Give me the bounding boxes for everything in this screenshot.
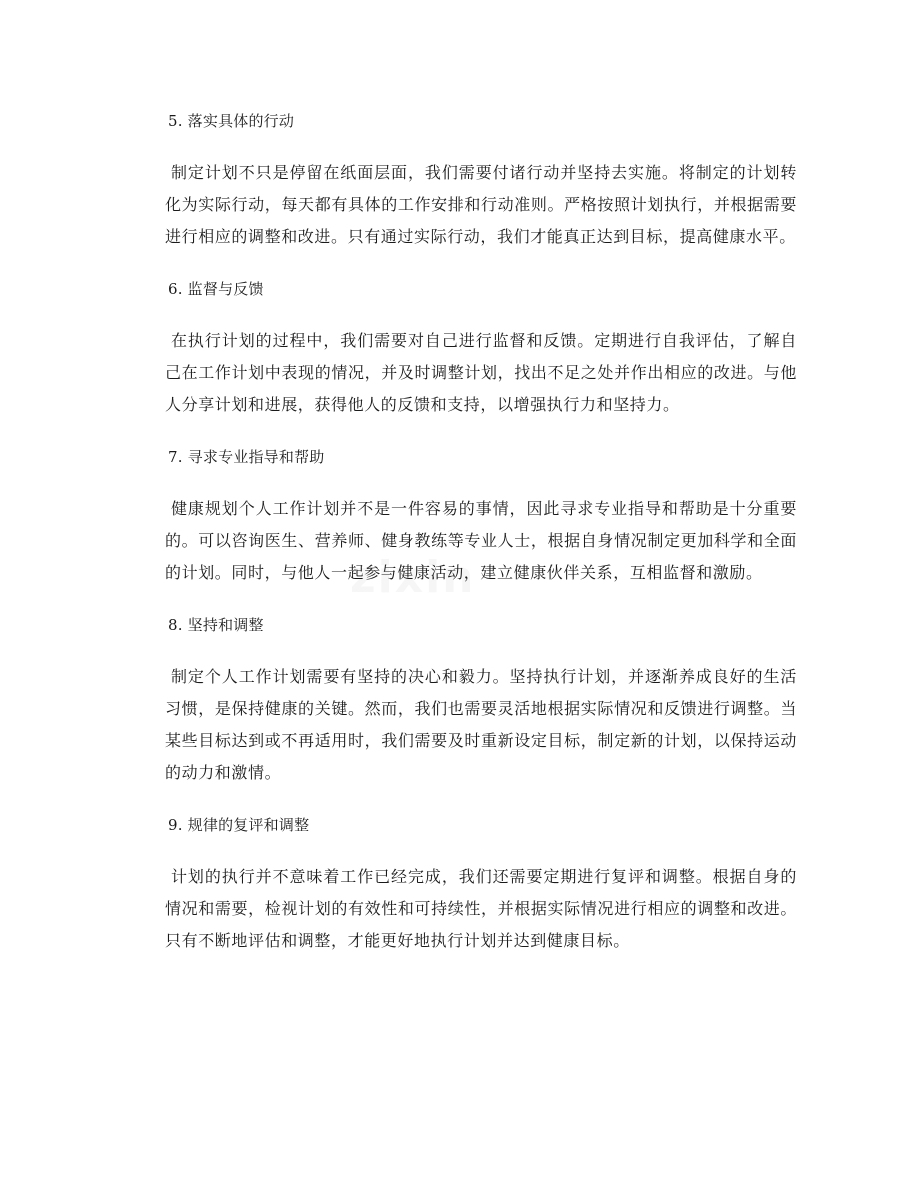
section-5 — [165, 105, 797, 253]
section-heading: 7. 寻求专业指导和帮助 — [168, 448, 325, 466]
section-paragraph: 在执行计划的过程中，我们需要对自己进行监督和反馈。定期进行自我评估，了解自己在工作计划中表现的情况，并及时调整计划，找出不足之处并作出相应的改进。与他人分享计划和进展，获得他人的反馈和支持，以增强执行力和坚持力。 — [165, 331, 797, 414]
section-paragraph: 计划的执行并不意味着工作已经完成，我们还需要定期进行复评和调整。根据自身的情况和需要，检视计划的有效性和可持续性，并根据实际情况进行相应的调整和改进。只有不断地评估和调整，才能更好地执行计划并达到健康目标。 — [165, 867, 797, 950]
section-7 — [165, 441, 797, 589]
section-heading: 5. 落实具体的行动 — [168, 112, 295, 130]
section-heading: 6. 监督与反馈 — [168, 280, 264, 298]
section-paragraph: 健康规划个人工作计划并不是一件容易的事情，因此寻求专业指导和帮助是十分重要的。可以咨询医生、营养师、健身教练等专业人士，根据自身情况制定更加科学和全面的计划。同时，与他人一起参与健康活动，建立健康伙伴关系，互相监督和激励。 — [165, 499, 797, 582]
document-body — [165, 105, 797, 977]
section-heading: 9. 规律的复评和调整 — [168, 816, 310, 834]
section-heading: 8. 坚持和调整 — [168, 616, 264, 634]
section-paragraph: 制定计划不只是停留在纸面层面，我们需要付诸行动并坚持去实施。将制定的计划转化为实际行动，每天都有具体的工作安排和行动准则。严格按照计划执行，并根据需要进行相应的调整和改进。只有通过实际行动，我们才能真正达到目标，提高健康水平。 — [165, 163, 797, 246]
section-6 — [165, 273, 797, 421]
section-paragraph: 制定个人工作计划需要有坚持的决心和毅力。坚持执行计划，并逐渐养成良好的生活习惯，是保持健康的关键。然而，我们也需要灵活地根据实际情况和反馈进行调整。当某些目标达到或不再适用时，我们需要及时重新设定目标，制定新的计划，以保持运动的动力和激情。 — [165, 667, 797, 782]
section-8 — [165, 609, 797, 789]
section-9 — [165, 809, 797, 957]
